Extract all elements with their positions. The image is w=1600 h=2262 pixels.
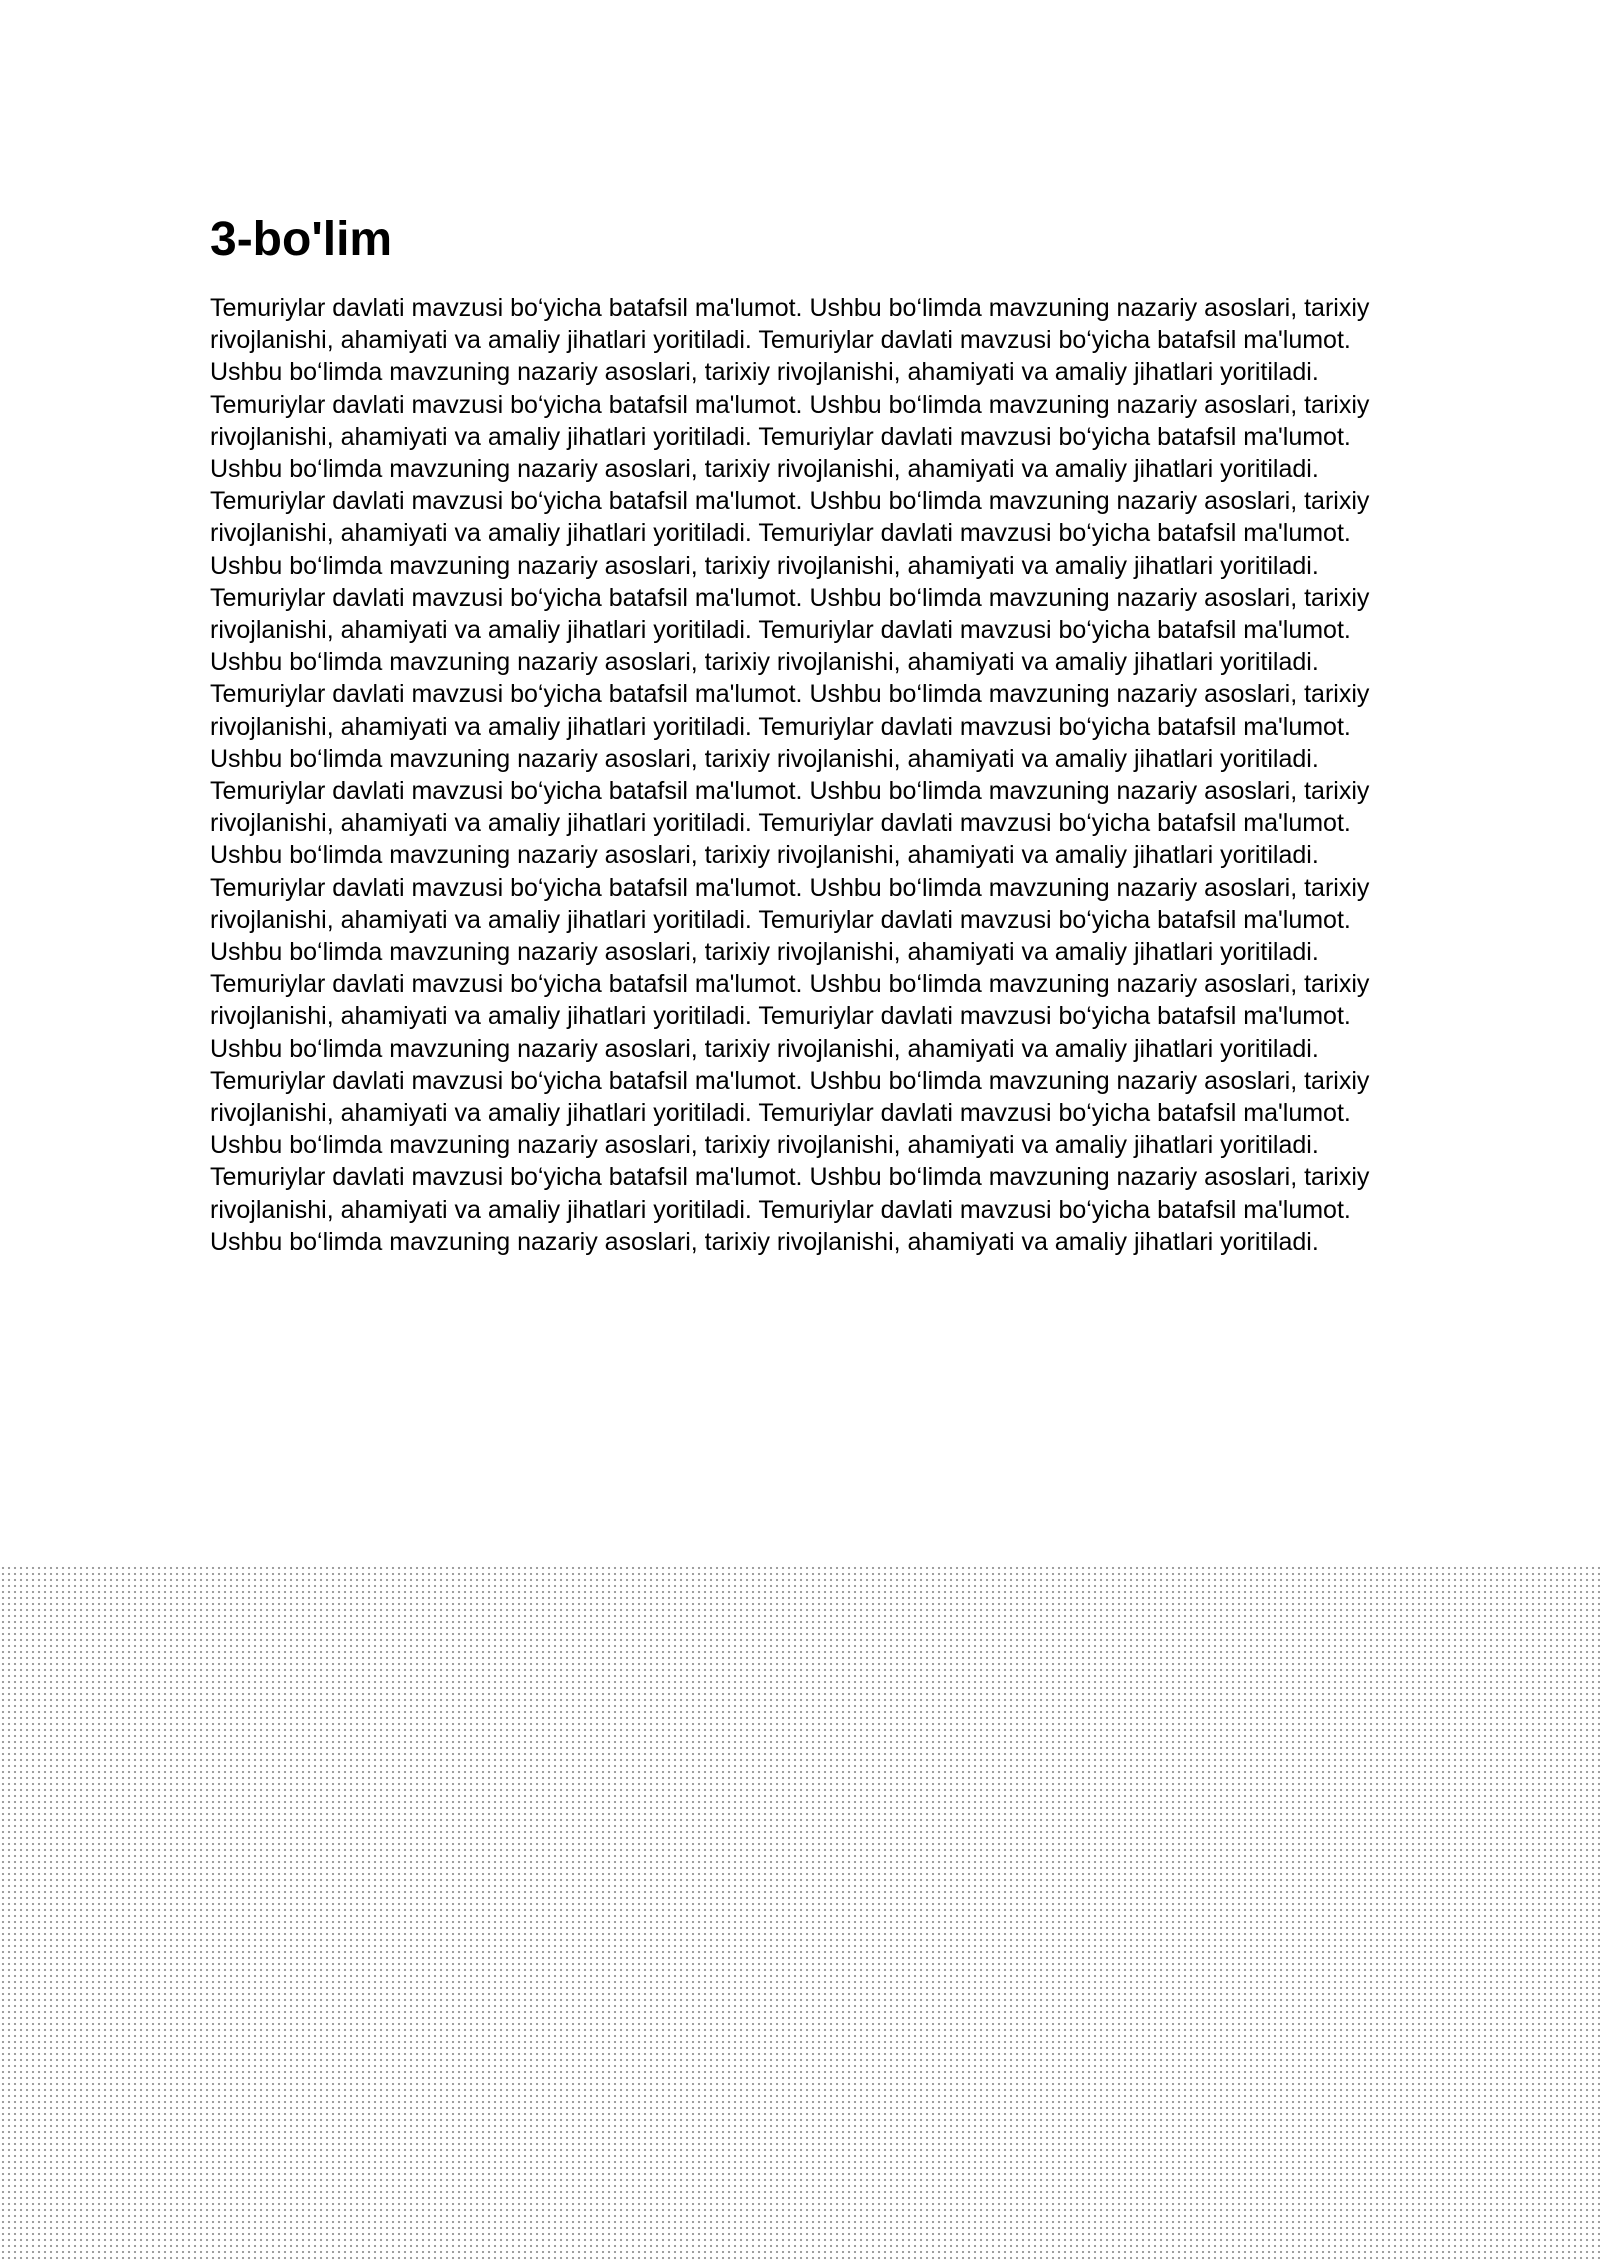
section-title: 3-bo'lim [210, 213, 393, 266]
dotted-screen-overlay [0, 1565, 1600, 2262]
section-body-text: Temuriylar davlati mavzusi bo‘yicha batafsil ma'lumot. Ushbu bo‘limda mavzuning nazariy asoslari, tarixiy rivojlanishi, ahamiyati va amaliy jihatlari yoritiladi. Temuriylar davlati mavzusi bo‘yicha batafsil ma'lumot. Ushbu bo‘limda mavzuning nazariy asoslari, tarixiy rivojlanishi, ahamiyati va amaliy jihatlari yoritiladi. Temuriylar davlati mavzusi bo‘yicha batafsil ma'lumot. Ushbu bo‘limda mavzuning nazariy asoslari, tarixiy rivojlanishi, ahamiyati va amaliy jihatlari yoritiladi. Temuriylar davlati mavzusi bo‘yicha batafsil ma'lumot. Ushbu bo‘limda mavzuning nazariy asoslari, tarixiy rivojlanishi, ahamiyati va amaliy jihatlari yoritiladi. Temuriylar davlati mavzusi bo‘yicha batafsil ma'lumot. Ushbu bo‘limda mavzuning nazariy asoslari, tarixiy rivojlanishi, ahamiyati va amaliy jihatlari yoritiladi. Temuriylar davlati mavzusi bo‘yicha batafsil ma'lumot. Ushbu bo‘limda mavzuning nazariy asoslari, tarixiy rivojlanishi, ahamiyati va amaliy jihatlari yoritiladi. Temuriylar davlati mavzusi bo‘yicha batafsil ma'lumot. Ushbu bo‘limda mavzuning nazariy asoslari, tarixiy rivojlanishi, ahamiyati va amaliy jihatlari yoritiladi. Temuriylar davlati mavzusi bo‘yicha batafsil ma'lumot. Ushbu bo‘limda mavzuning nazariy asoslari, tarixiy rivojlanishi, ahamiyati va amaliy jihatlari yoritiladi. Temuriylar davlati mavzusi bo‘yicha batafsil ma'lumot. Ushbu bo‘limda mavzuning nazariy asoslari, tarixiy rivojlanishi, ahamiyati va amaliy jihatlari yoritiladi. Temuriylar davlati mavzusi bo‘yicha batafsil ma'lumot. Ushbu bo‘limda mavzuning nazariy asoslari, tarixiy rivojlanishi, ahamiyati va amaliy jihatlari yoritiladi. Temuriylar davlati mavzusi bo‘yicha batafsil ma'lumot. Ushbu bo‘limda mavzuning nazariy asoslari, tarixiy rivojlanishi, ahamiyati va amaliy jihatlari yoritiladi. Temuriylar davlati mavzusi bo‘yicha batafsil ma'lumot. Ushbu bo‘limda mavzuning nazariy asoslari, tarixiy rivojlanishi, ahamiyati va amaliy jihatlari yoritiladi. Temuriylar davlati mavzusi bo‘yicha batafsil ma'lumot. Ushbu bo‘limda mavzuning nazariy asoslari, tarixiy rivojlanishi, ahamiyati va amaliy jihatlari yoritiladi. Temuriylar davlati mavzusi bo‘yicha batafsil ma'lumot. Ushbu bo‘limda mavzuning nazariy asoslari, tarixiy rivojlanishi, ahamiyati va amaliy jihatlari yoritiladi. Temuriylar davlati mavzusi bo‘yicha batafsil ma'lumot. Ushbu bo‘limda mavzuning nazariy asoslari, tarixiy rivojlanishi, ahamiyati va amaliy jihatlari yoritiladi. Temuriylar davlati mavzusi bo‘yicha batafsil ma'lumot. Ushbu bo‘limda mavzuning nazariy asoslari, tarixiy rivojlanishi, ahamiyati va amaliy jihatlari yoritiladi. Temuriylar davlati mavzusi bo‘yicha batafsil ma'lumot. Ushbu bo‘limda mavzuning nazariy asoslari, tarixiy rivojlanishi, ahamiyati va amaliy jihatlari yoritiladi. Temuriylar davlati mavzusi bo‘yicha batafsil ma'lumot. Ushbu bo‘limda mavzuning nazariy asoslari, tarixiy rivojlanishi, ahamiyati va amaliy jihatlari yoritiladi. Temuriylar davlati mavzusi bo‘yicha batafsil ma'lumot. Ushbu bo‘limda mavzuning nazariy asoslari, tarixiy rivojlanishi, ahamiyati va amaliy jihatlari yoritiladi. Temuriylar davlati mavzusi bo‘yicha batafsil ma'lumot. Ushbu bo‘limda mavzuning nazariy asoslari, tarixiy rivojlanishi, ahamiyati va amaliy jihatlari yoritiladi. [210, 294, 1370, 1256]
document-content [210, 210, 1400, 1258]
